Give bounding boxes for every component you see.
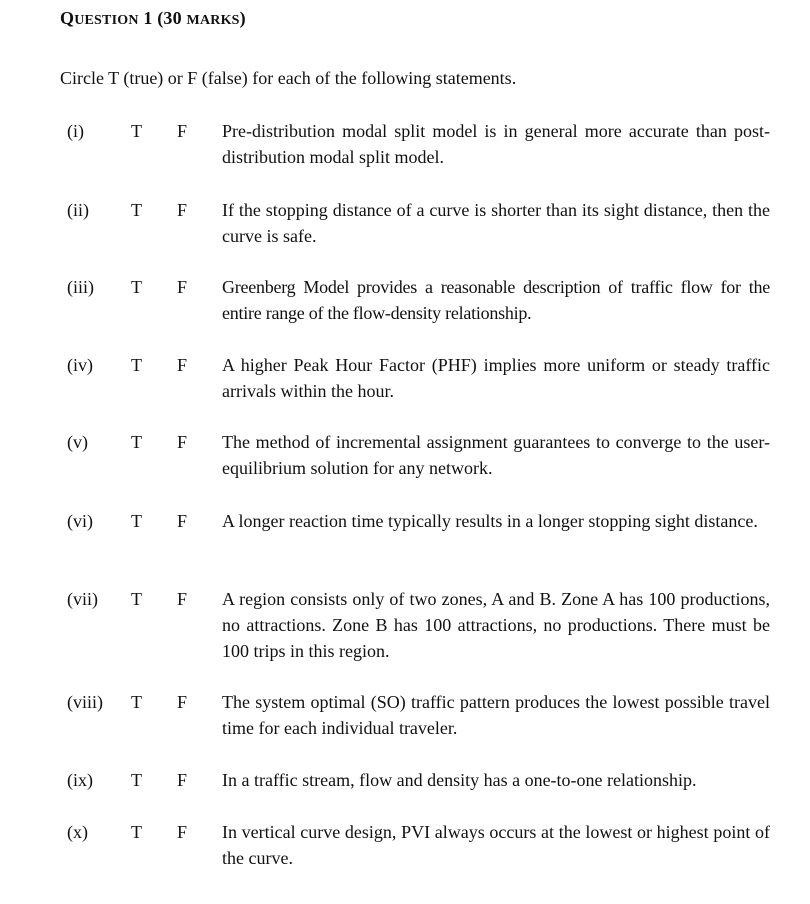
true-option[interactable]: T bbox=[131, 200, 142, 220]
question-statement: In vertical curve design, PVI always occurs at the lowest or highest point of the curve. bbox=[222, 822, 770, 868]
question-number: (i) bbox=[67, 121, 84, 141]
question-statement: Greenberg Model provides a reasonable description of traffic flow for the entire range of the flow-density relationship. bbox=[222, 277, 770, 323]
question-heading bbox=[60, 8, 246, 29]
question-statement: The method of incremental assignment guarantees to converge to the user-equilibrium solution for any network. bbox=[222, 432, 770, 478]
question-number: (vii) bbox=[67, 589, 98, 609]
question-number: (viii) bbox=[67, 692, 103, 712]
true-option[interactable]: T bbox=[131, 121, 142, 141]
false-option[interactable]: F bbox=[177, 589, 188, 609]
question-statement: A region consists only of two zones, A and B. Zone A has 100 productions, no attractions. Zone B has 100 attractions, no productions. There must be 100 trips in this region. bbox=[222, 589, 770, 661]
false-option[interactable]: F bbox=[177, 277, 188, 297]
heading-close: ) bbox=[239, 8, 246, 28]
question-statement: A higher Peak Hour Factor (PHF) implies more uniform or steady traffic arrivals within the hour. bbox=[222, 355, 770, 401]
heading-marks: MARKS bbox=[186, 13, 240, 28]
false-option[interactable]: F bbox=[177, 692, 188, 712]
question-statement: Pre-distribution modal split model is in general more accurate than post-distribution modal split model. bbox=[222, 121, 770, 167]
true-option[interactable]: T bbox=[131, 589, 142, 609]
false-option[interactable]: F bbox=[177, 822, 188, 842]
false-option[interactable]: F bbox=[177, 770, 188, 790]
question-statement: If the stopping distance of a curve is shorter than its sight distance, then the curve is safe. bbox=[222, 200, 770, 246]
true-option[interactable]: T bbox=[131, 822, 142, 842]
question-number: (ii) bbox=[67, 200, 89, 220]
question-statement: The system optimal (SO) traffic pattern produces the lowest possible travel time for each individual traveler. bbox=[222, 692, 770, 738]
heading-number: 1 (30 bbox=[143, 8, 187, 28]
question-number: (ix) bbox=[67, 770, 93, 790]
false-option[interactable]: F bbox=[177, 355, 188, 375]
true-option[interactable]: T bbox=[131, 770, 142, 790]
true-option[interactable]: T bbox=[131, 511, 142, 531]
instruction-text: Circle T (true) or F (false) for each of the following statements. bbox=[60, 68, 517, 88]
question-statement: In a traffic stream, flow and density has a one-to-one relationship. bbox=[222, 770, 697, 790]
false-option[interactable]: F bbox=[177, 432, 188, 452]
true-option[interactable]: T bbox=[131, 355, 142, 375]
true-option[interactable]: T bbox=[131, 277, 142, 297]
question-number: (iv) bbox=[67, 355, 93, 375]
false-option[interactable]: F bbox=[177, 511, 188, 531]
false-option[interactable]: F bbox=[177, 121, 188, 141]
false-option[interactable]: F bbox=[177, 200, 188, 220]
question-statement: A longer reaction time typically results in a longer stopping sight distance. bbox=[222, 511, 758, 531]
question-number: (x) bbox=[67, 822, 88, 842]
true-option[interactable]: T bbox=[131, 692, 142, 712]
question-number: (vi) bbox=[67, 511, 93, 531]
question-number: (iii) bbox=[67, 277, 94, 297]
heading-word: UESTION bbox=[74, 13, 139, 28]
question-number: (v) bbox=[67, 432, 88, 452]
true-option[interactable]: T bbox=[131, 432, 142, 452]
heading-initial: Q bbox=[60, 8, 75, 28]
